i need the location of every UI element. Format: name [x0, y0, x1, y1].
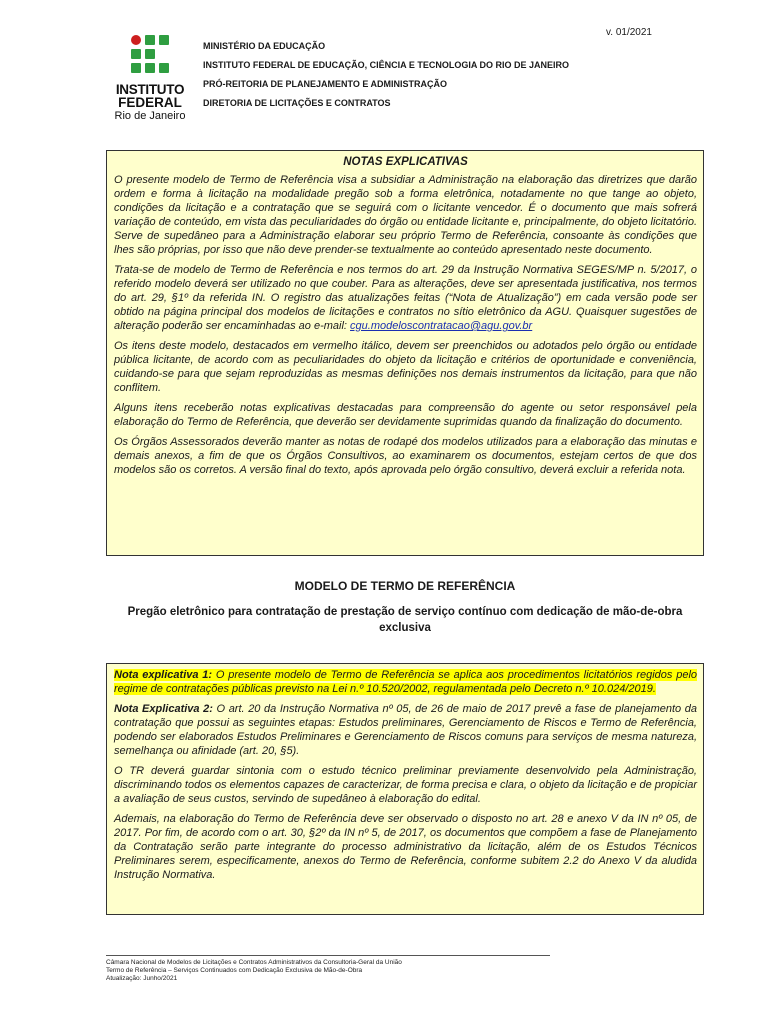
note-2-label: Nota Explicativa 2:	[114, 703, 213, 715]
header-ministry: MINISTÉRIO DA EDUCAÇÃO	[203, 41, 326, 51]
footer-divider	[106, 955, 550, 956]
footer-line-3: Atualização: Junho/2021	[106, 975, 178, 982]
footer-line-2: Termo de Referência – Serviços Continuados com Dedicação Exclusiva de Mão-de-Obra	[106, 967, 363, 974]
notes-title: NOTAS EXPLICATIVAS	[343, 156, 468, 168]
document-title: MODELO DE TERMO DE REFERÊNCIA	[294, 579, 516, 593]
institution-logo	[112, 35, 188, 125]
note-1-highlight	[114, 669, 697, 695]
explanatory-notes-box	[106, 150, 704, 556]
note-2	[114, 702, 697, 758]
note-1-text: O presente modelo de Termo de Referência se aplica aos procedimentos licitatórios regidos pelo regime de contratações públicas previsto na Lei n.º 10.520/2002, regulamentada pelo Decreto n.º 10.024/2019.	[114, 669, 698, 695]
letterhead	[203, 41, 569, 117]
header-institute: INSTITUTO FEDERAL DE EDUCAÇÃO, CIÊNCIA E TECNOLOGIA DO RIO DE JANEIRO	[203, 60, 570, 70]
note-2-text: O art. 20 da Instrução Normativa nº 05, de 26 de maio de 2017 prevê a fase de planejamento da contratação que possui as seguintes etapas: Estudos preliminares, Gerenciamento de Riscos e Termo de Referência, podendo ser elaborados Estudos Preliminares e Gerenciamento de Riscos comuns para serviços de mesma natureza, semelhança ou afinidade (art. 20, §5).	[114, 703, 697, 757]
document-subtitle: Pregão eletrônico para contratação de prestação de serviço contínuo com dedicação de mão-de-obra exclusiva	[127, 606, 683, 634]
header-directorate: DIRETORIA DE LICITAÇÕES E CONTRATOS	[203, 98, 391, 108]
email-link[interactable]: cgu.modeloscontratacao@agu.gov.br	[350, 320, 533, 332]
notes-paragraph-5: Os Órgãos Assessorados deverão manter as notas de rodapé dos modelos utilizados para a elaboração das minutas e demais anexos, a fim de que os Órgãos Consultivos, ao examinarem os documentos, estejam certos de que dos modelos são os corretos. A versão final do texto, após aprovada pelo órgão consultivo, deverá excluir a referida nota.	[114, 436, 697, 476]
logo-text-campus: Rio de Janeiro	[114, 110, 186, 122]
footer-line-1: Câmara Nacional de Modelos de Licitações e Contratos Administrativos da Consultoria-Geral da União	[106, 959, 402, 966]
logo-text-federal: FEDERAL	[118, 95, 182, 110]
explanatory-notes-box-2	[106, 663, 704, 915]
logo-text-instituto: INSTITUTO	[115, 82, 185, 97]
notes-paragraph-3: Os itens deste modelo, destacados em vermelho itálico, devem ser preenchidos ou adotados pelo órgão ou entidade pública licitante, de acordo com as peculiaridades do objeto da licitação e critérios de oportunidade e conveniência, cuidando-se para que sejam reproduzidas as mesmas definições nos demais instrumentos da licitação, para que não conflitem.	[114, 340, 697, 394]
notes-paragraph-2	[114, 263, 697, 333]
note-paragraph-3: O TR deverá guardar sintonia com o estudo técnico preliminar previamente desenvolvido pela Administração, discriminando todos os elementos capazes de caracterizar, de forma precisa e clara, o objeto da licitação e de propiciar a avaliação de seus custos, servindo de supedâneo à elaboração do edital.	[114, 765, 697, 805]
notes-paragraph-4: Alguns itens receberão notas explicativas destacadas para compreensão do agente ou setor responsável pela elaboração do Termo de Referência, que deverão ser devidamente suprimidas quando da finalização do documento.	[114, 402, 697, 428]
note-1	[114, 668, 697, 696]
header-pro-rectory: PRÓ-REITORIA DE PLANEJAMENTO E ADMINISTRAÇÃO	[203, 79, 448, 89]
note-1-label: Nota explicativa 1:	[114, 669, 213, 681]
note-paragraph-4: Ademais, na elaboração do Termo de Referência deve ser observado o disposto no art. 28 e anexo V da IN nº 05, de 2017. Por fim, de acordo com o art. 30, §2º da IN nº 5, de 2017, os documentos que compõem a fase de Planejamento da Contratação serão parte integrante do processo administrativo da licitação, além de os Estudos Técnicos Preliminares serem, especificamente, anexos do Termo de Referência, conforme subitem 2.2 do Anexo V da aludida Instrução Normativa.	[114, 813, 697, 881]
footer	[106, 959, 402, 983]
logo-grid-icon	[131, 35, 171, 75]
version-label: v. 01/2021	[606, 27, 652, 38]
notes-paragraph-2-text: Trata-se de modelo de Termo de Referência e nos termos do art. 29 da Instrução Normativa SEGES/MP n. 5/2017, o referido modelo deverá ser utilizado no que couber. Para as alterações, deve ser apresentada justificativa, nos termos do art. 29, §1º da referida IN. O registro das atualizações feitas (“Nota de Atualização”) em cada versão pode ser obtido na página principal dos modelos de licitações e contratos no sítio eletrônico da AGU. Quaisquer sugestões de alteração poderão ser encaminhadas ao e-mail:	[114, 264, 697, 332]
notes-paragraph-1: O presente modelo de Termo de Referência visa a subsidiar a Administração na elaboração das diretrizes que darão ordem e forma à licitação na modalidade pregão sob a forma eletrônica, notadamente no que tange ao objeto, condições da licitação e a contratação que se seguirá com o licitante vencedor. É o documento que mais sofrerá variação de conteúdo, em vista das peculiaridades do órgão ou entidade licitante e, principalmente, do objeto licitatório. Serve de supedâneo para a Administração elaborar seu próprio Termo de Referência, consoante às condições que lhes são próprias, por isso que não deve prender-se textualmente ao conteúdo apresentado neste documento.	[114, 174, 697, 256]
